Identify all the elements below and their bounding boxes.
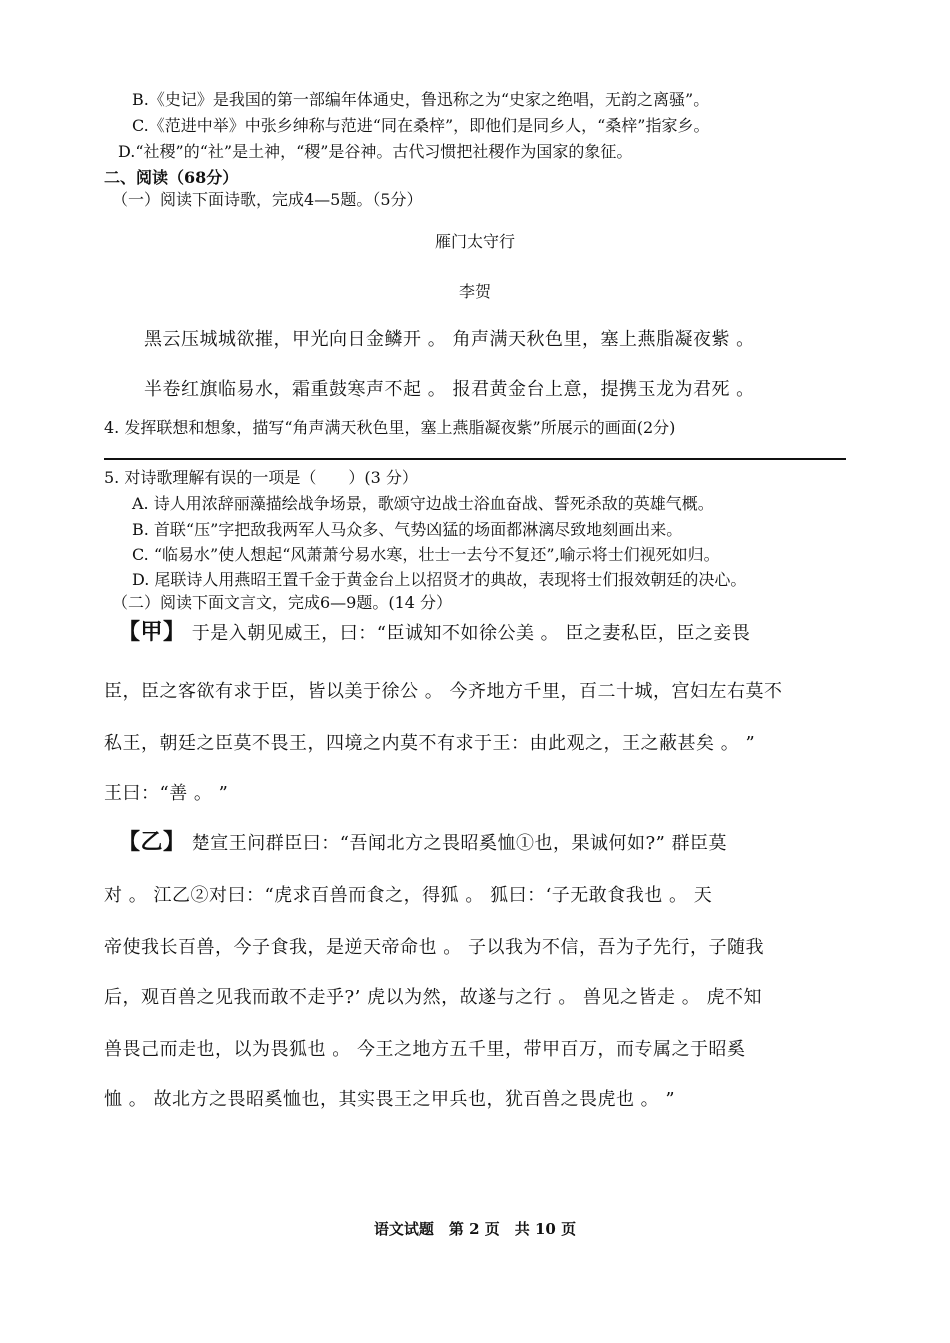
jia-line-1 (118, 619, 751, 645)
yi-line-3: 帝使我长百兽，今子食我，是逆天帝命也 。 子以我为不信，吾为子先行，子随我 (104, 937, 764, 958)
yi-line-1 (118, 829, 728, 855)
question-5-stem: 5. 对诗歌理解有误的一项是（ ）(3 分） (104, 468, 418, 487)
page-footer: 语文试题 第 2 页 共 10 页 (373, 1220, 577, 1238)
yi-line-6: 恤 。 故北方之畏昭奚恤也，其实畏王之甲兵也，犹百兽之畏虎也 。 ” (104, 1089, 676, 1110)
question-4-score: (2分) (636, 418, 676, 437)
jia-label: 【甲】 (118, 619, 186, 645)
part2-instruction: （二）阅读下面文言文，完成6—9题。(14 分） (112, 593, 453, 612)
yi-label: 【乙】 (118, 829, 186, 855)
choice-b: B.《史记》是我国的第一部编年体通史，鲁迅称之为“史家之绝唱，无韵之离骚”。 (132, 90, 710, 109)
jia-line-2: 臣，臣之客欲有求于臣，皆以美于徐公 。 今齐地方千里，百二十城，宫妇左右莫不 (104, 681, 783, 702)
yi-line-2: 对 。 江乙②对曰：“虎求百兽而食之，得狐 。 狐曰：‘子无敢食我也 。 天 (104, 885, 713, 906)
question-5-b: B. 首联“压”字把敌我两军人马众多、气势凶猛的场面都淋漓尽致地刻画出来。 (132, 520, 683, 539)
choice-d: D.“社稷”的“社”是土神，“稷”是谷神。古代习惯把社稷作为国家的象征。 (118, 142, 633, 161)
section-title: 二、阅读（68分） (104, 168, 239, 187)
choice-c: C.《范进中举》中张乡绅称与范进“同在桑梓”，即他们是同乡人，“桑梓”指家乡。 (132, 116, 710, 135)
poem-line-2: 半卷红旗临易水，霜重鼓寒声不起 。 报君黄金台上意，提携玉龙为君死 。 (144, 379, 755, 400)
poem-title: 雁门太守行 (434, 232, 515, 251)
part1-instruction: （一）阅读下面诗歌，完成4—5题。（5分） (112, 190, 423, 209)
question-4-text: 4. 发挥联想和想象，描写“角声满天秋色里，塞上燕脂凝夜紫”所展示的画面 (104, 418, 637, 437)
yi-line-5: 兽畏己而走也，以为畏狐也 。 今王之地方五千里，带甲百万，而专属之于昭奚 (104, 1039, 746, 1060)
poem-author: 李贺 (458, 282, 491, 301)
yi-line-4: 后，观百兽之见我而敢不走乎?’ 虎以为然，故遂与之行 。 兽见之皆走 。 虎不知 (104, 987, 762, 1008)
question-5-d: D. 尾联诗人用燕昭王置千金于黄金台上以招贤才的典故，表现将士们报效朝廷的决心。 (132, 570, 747, 589)
jia-line-3: 私王，朝廷之臣莫不畏王，四境之内莫不有求于王：由此观之，王之蔽甚矣 。 ” (104, 733, 756, 754)
question-4 (104, 418, 675, 438)
jia-text-1: 于是入朝见威王，曰：“臣诚知不如徐公美 。 臣之妻私臣，臣之妾畏 (191, 623, 751, 644)
jia-line-4: 王曰：“善 。 ” (104, 783, 229, 804)
answer-line (104, 458, 846, 460)
question-5-c: C. “临易水”使人想起“风萧萧兮易水寒，壮士一去兮不复还”,喻示将士们视死如归。 (132, 545, 720, 564)
poem-line-1: 黑云压城城欲摧，甲光向日金鳞开 。 角声满天秋色里，塞上燕脂凝夜紫 。 (144, 329, 755, 350)
yi-text-1: 楚宣王问群臣曰：“吾闻北方之畏昭奚恤①也，果诚何如?” 群臣莫 (191, 833, 728, 854)
question-5-a: A. 诗人用浓辞丽藻描绘战争场景，歌颂守边战士浴血奋战、誓死杀敌的英雄气概。 (132, 494, 714, 513)
